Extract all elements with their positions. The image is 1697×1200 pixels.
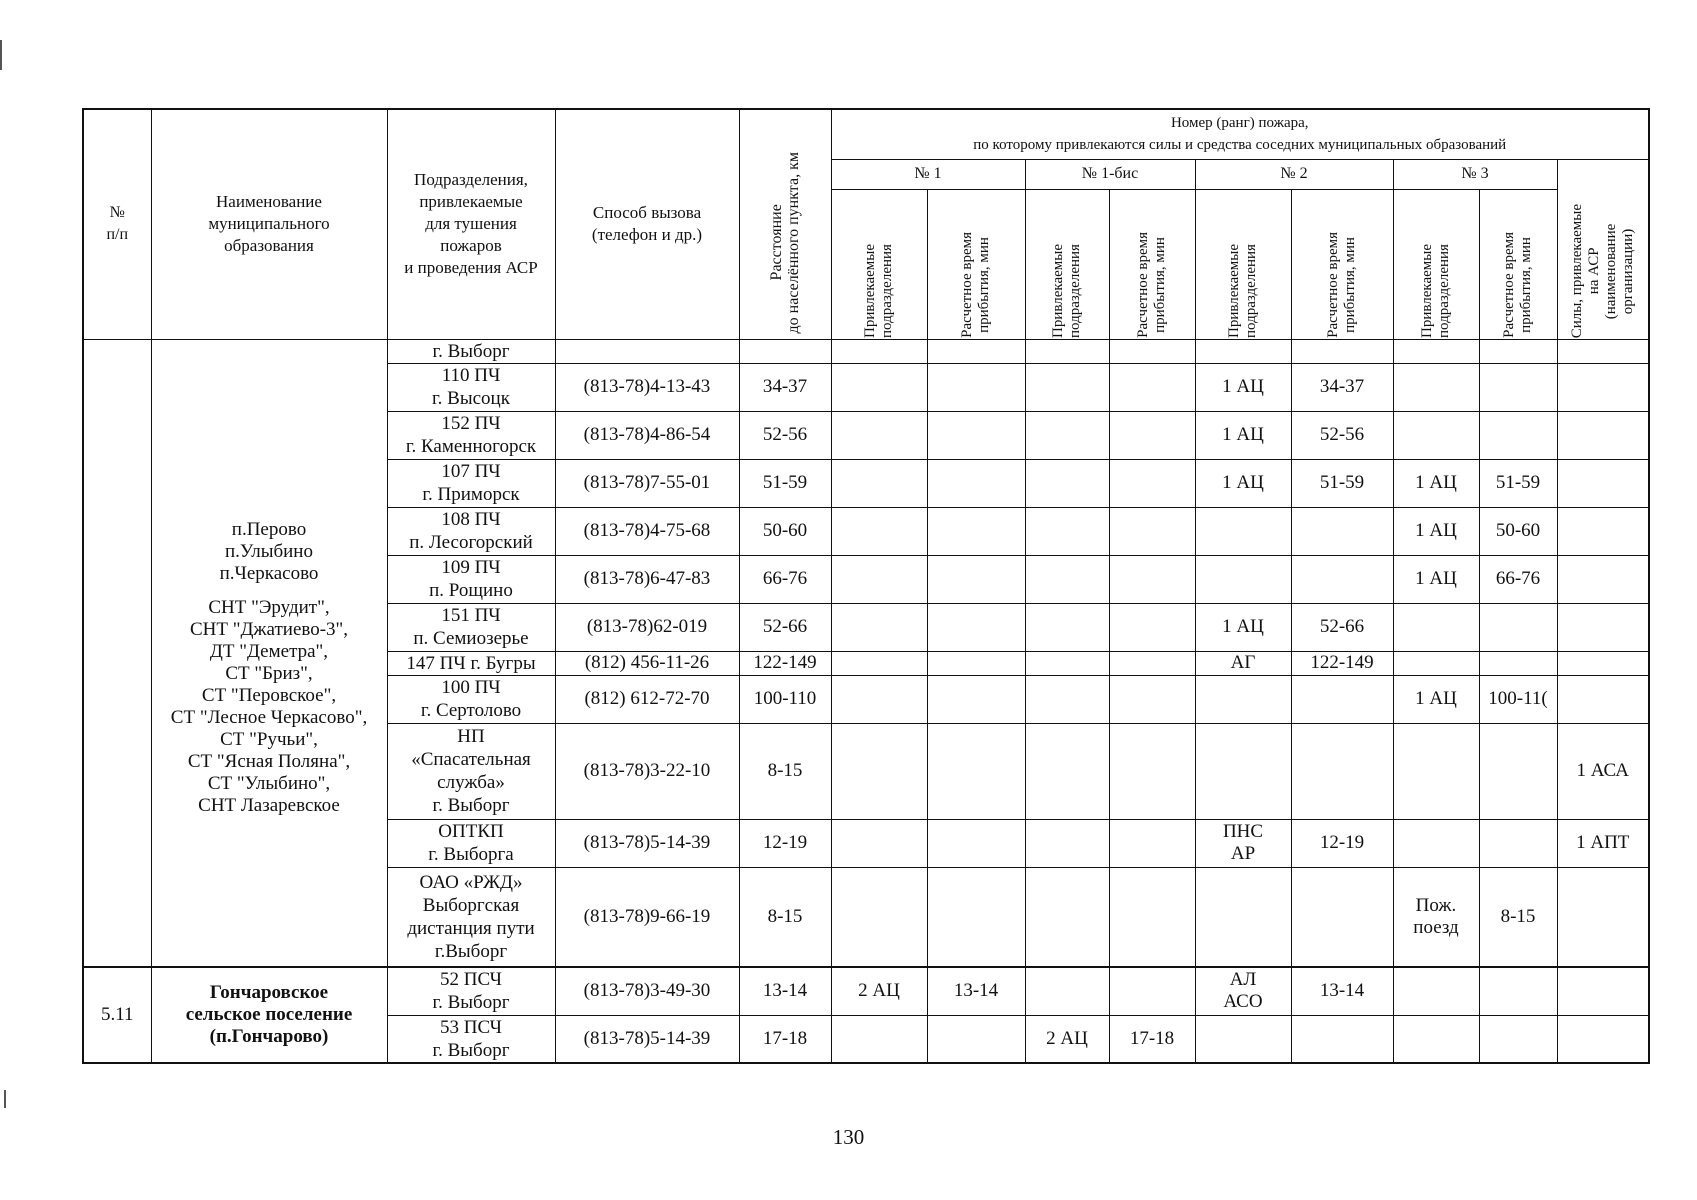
rank3-units-cell [1393, 603, 1479, 651]
rank1bis-time-cell [1109, 819, 1195, 867]
rank2-time-cell: 13-14 [1291, 967, 1393, 1015]
settlement-name: СНТ "Джатиево-3", [189, 618, 349, 640]
settlement-name: ДТ "Деметра", [209, 640, 329, 662]
rank1-time-cell [927, 459, 1025, 507]
header-name: Наименование муниципального образования [151, 109, 387, 339]
asr-cell [1557, 459, 1649, 507]
settlement-name: п.Черкасово [219, 562, 319, 584]
call-cell: (813-78)3-49-30 [555, 967, 739, 1015]
rank2-time-cell [1291, 867, 1393, 967]
asr-cell: 1 АСА [1557, 723, 1649, 819]
call-cell: (813-78)5-14-39 [555, 819, 739, 867]
asr-cell [1557, 675, 1649, 723]
rank2-time-cell [1291, 1015, 1393, 1063]
scan-mark [0, 40, 2, 70]
header-time: Расчетное время прибытия, мин [1109, 189, 1195, 339]
rank1-units-cell [831, 723, 927, 819]
call-cell: (813-78)6-47-83 [555, 555, 739, 603]
distance-cell: 13-14 [739, 967, 831, 1015]
rank1bis-units-cell [1025, 723, 1109, 819]
rank1bis-units-cell [1025, 603, 1109, 651]
rank2-time-cell: 52-66 [1291, 603, 1393, 651]
unit-cell: 52 ПСЧ г. Выборг [387, 967, 555, 1015]
rank1bis-units-cell [1025, 507, 1109, 555]
header-time: Расчетное время прибытия, мин [1291, 189, 1393, 339]
header-attracted: Привлекаемые подразделения [1393, 189, 1479, 339]
asr-cell [1557, 339, 1649, 363]
rank2-units-cell: АГ [1195, 651, 1291, 675]
rank1bis-time-cell [1109, 507, 1195, 555]
rank1-units-cell [831, 651, 927, 675]
settlement-name: СТ "Ясная Поляна", [187, 750, 351, 772]
asr-cell [1557, 363, 1649, 411]
rank1bis-units-cell [1025, 675, 1109, 723]
rank2-units-cell [1195, 555, 1291, 603]
header-time: Расчетное время прибытия, мин [927, 189, 1025, 339]
rank3-units-cell: 1 АЦ [1393, 507, 1479, 555]
settlement-name: СТ "Бриз", [225, 662, 313, 684]
rank1-time-cell [927, 723, 1025, 819]
asr-cell [1557, 603, 1649, 651]
rank1-units-cell [831, 675, 927, 723]
rank1-time-cell [927, 339, 1025, 363]
settlement-name: СТ "Перовское", [201, 684, 337, 706]
distance-cell: 51-59 [739, 459, 831, 507]
unit-cell: 151 ПЧ п. Семиозерье [387, 603, 555, 651]
rank2-units-cell [1195, 675, 1291, 723]
rank1bis-time-cell [1109, 867, 1195, 967]
unit-cell: 107 ПЧ г. Приморск [387, 459, 555, 507]
distance-cell: 66-76 [739, 555, 831, 603]
rank1-time-cell [927, 555, 1025, 603]
rank3-time-cell [1479, 603, 1557, 651]
rank1-units-cell [831, 819, 927, 867]
rank3-time-cell: 8-15 [1479, 867, 1557, 967]
settlement-name: СТ "Лесное Черкасово", [170, 706, 368, 728]
call-cell: (813-78)62-019 [555, 603, 739, 651]
header-num: № п/п [83, 109, 151, 339]
unit-cell: ОАО «РЖД» Выборгская дистанция пути г.Выборг [387, 867, 555, 967]
rank3-units-cell: Пож. поезд [1393, 867, 1479, 967]
unit-cell: 110 ПЧ г. Высоцк [387, 363, 555, 411]
rank1-units-cell [831, 603, 927, 651]
rank3-time-cell [1479, 411, 1557, 459]
distance-cell [739, 339, 831, 363]
asr-cell: 1 АПТ [1557, 819, 1649, 867]
rank2-time-cell [1291, 507, 1393, 555]
rank1-time-cell [927, 651, 1025, 675]
header-attracted: Привлекаемые подразделения [1195, 189, 1291, 339]
rank1bis-time-cell [1109, 603, 1195, 651]
unit-cell: 100 ПЧ г. Сертолово [387, 675, 555, 723]
rank3-units-cell [1393, 363, 1479, 411]
rank3-units-cell [1393, 339, 1479, 363]
rank3-time-cell [1479, 651, 1557, 675]
scan-mark [4, 1090, 6, 1108]
call-cell: (813-78)5-14-39 [555, 1015, 739, 1063]
page-number: 130 [832, 1125, 865, 1149]
rank1-time-cell [927, 603, 1025, 651]
unit-cell: 152 ПЧ г. Каменногорск [387, 411, 555, 459]
rank1bis-time-cell [1109, 555, 1195, 603]
rank1-time-cell [927, 819, 1025, 867]
rank2-units-cell [1195, 867, 1291, 967]
rank2-units-cell [1195, 723, 1291, 819]
rank2-time-cell: 34-37 [1291, 363, 1393, 411]
asr-cell [1557, 411, 1649, 459]
distance-cell: 122-149 [739, 651, 831, 675]
rank3-time-cell: 51-59 [1479, 459, 1557, 507]
settlement-name: СНТ Лазаревское [198, 794, 340, 816]
rank1bis-units-cell [1025, 867, 1109, 967]
call-cell: (812) 612-72-70 [555, 675, 739, 723]
rank2-units-cell [1195, 507, 1291, 555]
table-row [83, 339, 1649, 363]
rank1bis-time-cell [1109, 675, 1195, 723]
header-distance: Расстояние до населённого пункта, км [739, 109, 831, 339]
rank3-units-cell: 1 АЦ [1393, 459, 1479, 507]
rank3-units-cell [1393, 651, 1479, 675]
rank3-units-cell [1393, 1015, 1479, 1063]
rank2-units-cell: АЛ АСО [1195, 967, 1291, 1015]
settlement-name: п.Перово [231, 518, 307, 540]
rank2-time-cell: 122-149 [1291, 651, 1393, 675]
rank1-time-cell: 13-14 [927, 967, 1025, 1015]
rank1-units-cell [831, 411, 927, 459]
rank2-units-cell: 1 АЦ [1195, 459, 1291, 507]
asr-cell [1557, 867, 1649, 967]
call-cell [555, 339, 739, 363]
header-rank3: № 3 [1393, 159, 1557, 189]
rank2-time-cell [1291, 339, 1393, 363]
rank3-units-cell: 1 АЦ [1393, 555, 1479, 603]
rank1bis-time-cell [1109, 459, 1195, 507]
rank2-units-cell: 1 АЦ [1195, 603, 1291, 651]
rank3-time-cell: 50-60 [1479, 507, 1557, 555]
distance-cell: 34-37 [739, 363, 831, 411]
distance-cell: 8-15 [739, 723, 831, 819]
rank3-time-cell: 100-11( [1479, 675, 1557, 723]
header-units: Подразделения, привлекаемые для тушения пожаров и проведения АСР [387, 109, 555, 339]
unit-cell: 53 ПСЧ г. Выборг [387, 1015, 555, 1063]
distance-cell: 100-110 [739, 675, 831, 723]
rank1-time-cell [927, 411, 1025, 459]
rank3-time-cell [1479, 1015, 1557, 1063]
rank1bis-time-cell [1109, 651, 1195, 675]
rank2-time-cell [1291, 675, 1393, 723]
rank1bis-units-cell [1025, 819, 1109, 867]
rank1-time-cell [927, 1015, 1025, 1063]
header-call: Способ вызова (телефон и др.) [555, 109, 739, 339]
municipality-name-cell: Гончаровское сельское поселение (п.Гончарово) [151, 967, 387, 1063]
row-number-cell: 5.11 [83, 967, 151, 1063]
rank1-units-cell: 2 АЦ [831, 967, 927, 1015]
rank3-units-cell [1393, 723, 1479, 819]
rank1-units-cell [831, 555, 927, 603]
rank1-units-cell [831, 363, 927, 411]
rank2-time-cell [1291, 555, 1393, 603]
call-cell: (813-78)4-86-54 [555, 411, 739, 459]
rank1bis-time-cell [1109, 967, 1195, 1015]
settlement-name: СНТ "Эрудит", [208, 596, 330, 618]
call-cell: (813-78)4-75-68 [555, 507, 739, 555]
asr-cell [1557, 555, 1649, 603]
asr-cell [1557, 651, 1649, 675]
rank2-units-cell: 1 АЦ [1195, 363, 1291, 411]
distance-cell: 8-15 [739, 867, 831, 967]
rank3-units-cell [1393, 967, 1479, 1015]
unit-cell: 108 ПЧ п. Лесогорский [387, 507, 555, 555]
rank1-time-cell [927, 363, 1025, 411]
rank3-time-cell [1479, 723, 1557, 819]
municipality-name-cell [151, 339, 387, 967]
unit-cell: 147 ПЧ г. Бугры [387, 651, 555, 675]
header-rank1: № 1 [831, 159, 1025, 189]
distance-cell: 50-60 [739, 507, 831, 555]
rank1bis-units-cell [1025, 459, 1109, 507]
rank1bis-units-cell [1025, 555, 1109, 603]
rank3-units-cell [1393, 411, 1479, 459]
rank1-time-cell [927, 507, 1025, 555]
header-rank1bis: № 1-бис [1025, 159, 1195, 189]
rank1bis-units-cell [1025, 339, 1109, 363]
rank1bis-time-cell [1109, 363, 1195, 411]
rank1-time-cell [927, 675, 1025, 723]
header-rank2: № 2 [1195, 159, 1393, 189]
call-cell: (813-78)4-13-43 [555, 363, 739, 411]
rank3-units-cell: 1 АЦ [1393, 675, 1479, 723]
rank1bis-units-cell [1025, 967, 1109, 1015]
unit-cell: 109 ПЧ п. Рощино [387, 555, 555, 603]
unit-cell: ОПТКП г. Выборга [387, 819, 555, 867]
rank3-units-cell [1393, 819, 1479, 867]
rank2-units-cell [1195, 339, 1291, 363]
rank2-time-cell: 12-19 [1291, 819, 1393, 867]
rank2-units-cell: ПНС АР [1195, 819, 1291, 867]
settlement-name [155, 585, 384, 597]
row-number-cell [83, 339, 151, 967]
rank2-time-cell: 51-59 [1291, 459, 1393, 507]
distance-cell: 52-56 [739, 411, 831, 459]
rank3-time-cell [1479, 363, 1557, 411]
distance-cell: 52-66 [739, 603, 831, 651]
rank1-units-cell [831, 507, 927, 555]
rank3-time-cell: 66-76 [1479, 555, 1557, 603]
rank3-time-cell [1479, 819, 1557, 867]
rank1-time-cell [927, 867, 1025, 967]
call-cell: (813-78)9-66-19 [555, 867, 739, 967]
rank1bis-time-cell: 17-18 [1109, 1015, 1195, 1063]
rank1bis-units-cell [1025, 411, 1109, 459]
rank2-time-cell: 52-56 [1291, 411, 1393, 459]
table-row [83, 967, 1649, 1015]
settlement-name: СТ "Улыбино", [207, 772, 331, 794]
settlement-name: СТ "Ручьи", [220, 728, 318, 750]
call-cell: (812) 456-11-26 [555, 651, 739, 675]
asr-cell [1557, 1015, 1649, 1063]
rank1bis-units-cell: 2 АЦ [1025, 1015, 1109, 1063]
rank2-units-cell [1195, 1015, 1291, 1063]
fire-forces-table [82, 108, 1650, 1064]
rank1bis-units-cell [1025, 651, 1109, 675]
rank3-time-cell [1479, 967, 1557, 1015]
rank3-time-cell [1479, 339, 1557, 363]
header-rank-title: Номер (ранг) пожара, по которому привлекаются силы и средства соседних муниципальных образований [831, 109, 1649, 159]
asr-cell [1557, 507, 1649, 555]
rank1-units-cell [831, 1015, 927, 1063]
rank1bis-units-cell [1025, 363, 1109, 411]
unit-cell: НП «Спасательная служба» г. Выборг [387, 723, 555, 819]
rank1bis-time-cell [1109, 339, 1195, 363]
rank1-units-cell [831, 339, 927, 363]
header-time: Расчетное время прибытия, мин [1479, 189, 1557, 339]
asr-cell [1557, 967, 1649, 1015]
header-asr: Силы, привлекаемые на АСР (наименование организации) [1557, 159, 1649, 339]
rank2-units-cell: 1 АЦ [1195, 411, 1291, 459]
call-cell: (813-78)3-22-10 [555, 723, 739, 819]
rank1bis-time-cell [1109, 723, 1195, 819]
rank2-time-cell [1291, 723, 1393, 819]
distance-cell: 12-19 [739, 819, 831, 867]
call-cell: (813-78)7-55-01 [555, 459, 739, 507]
header-attracted: Привлекаемые подразделения [831, 189, 927, 339]
distance-cell: 17-18 [739, 1015, 831, 1063]
rank1-units-cell [831, 459, 927, 507]
rank1bis-time-cell [1109, 411, 1195, 459]
rank1-units-cell [831, 867, 927, 967]
settlement-name: п.Улыбино [225, 540, 313, 562]
unit-cell: г. Выборг [387, 339, 555, 363]
header-attracted: Привлекаемые подразделения [1025, 189, 1109, 339]
